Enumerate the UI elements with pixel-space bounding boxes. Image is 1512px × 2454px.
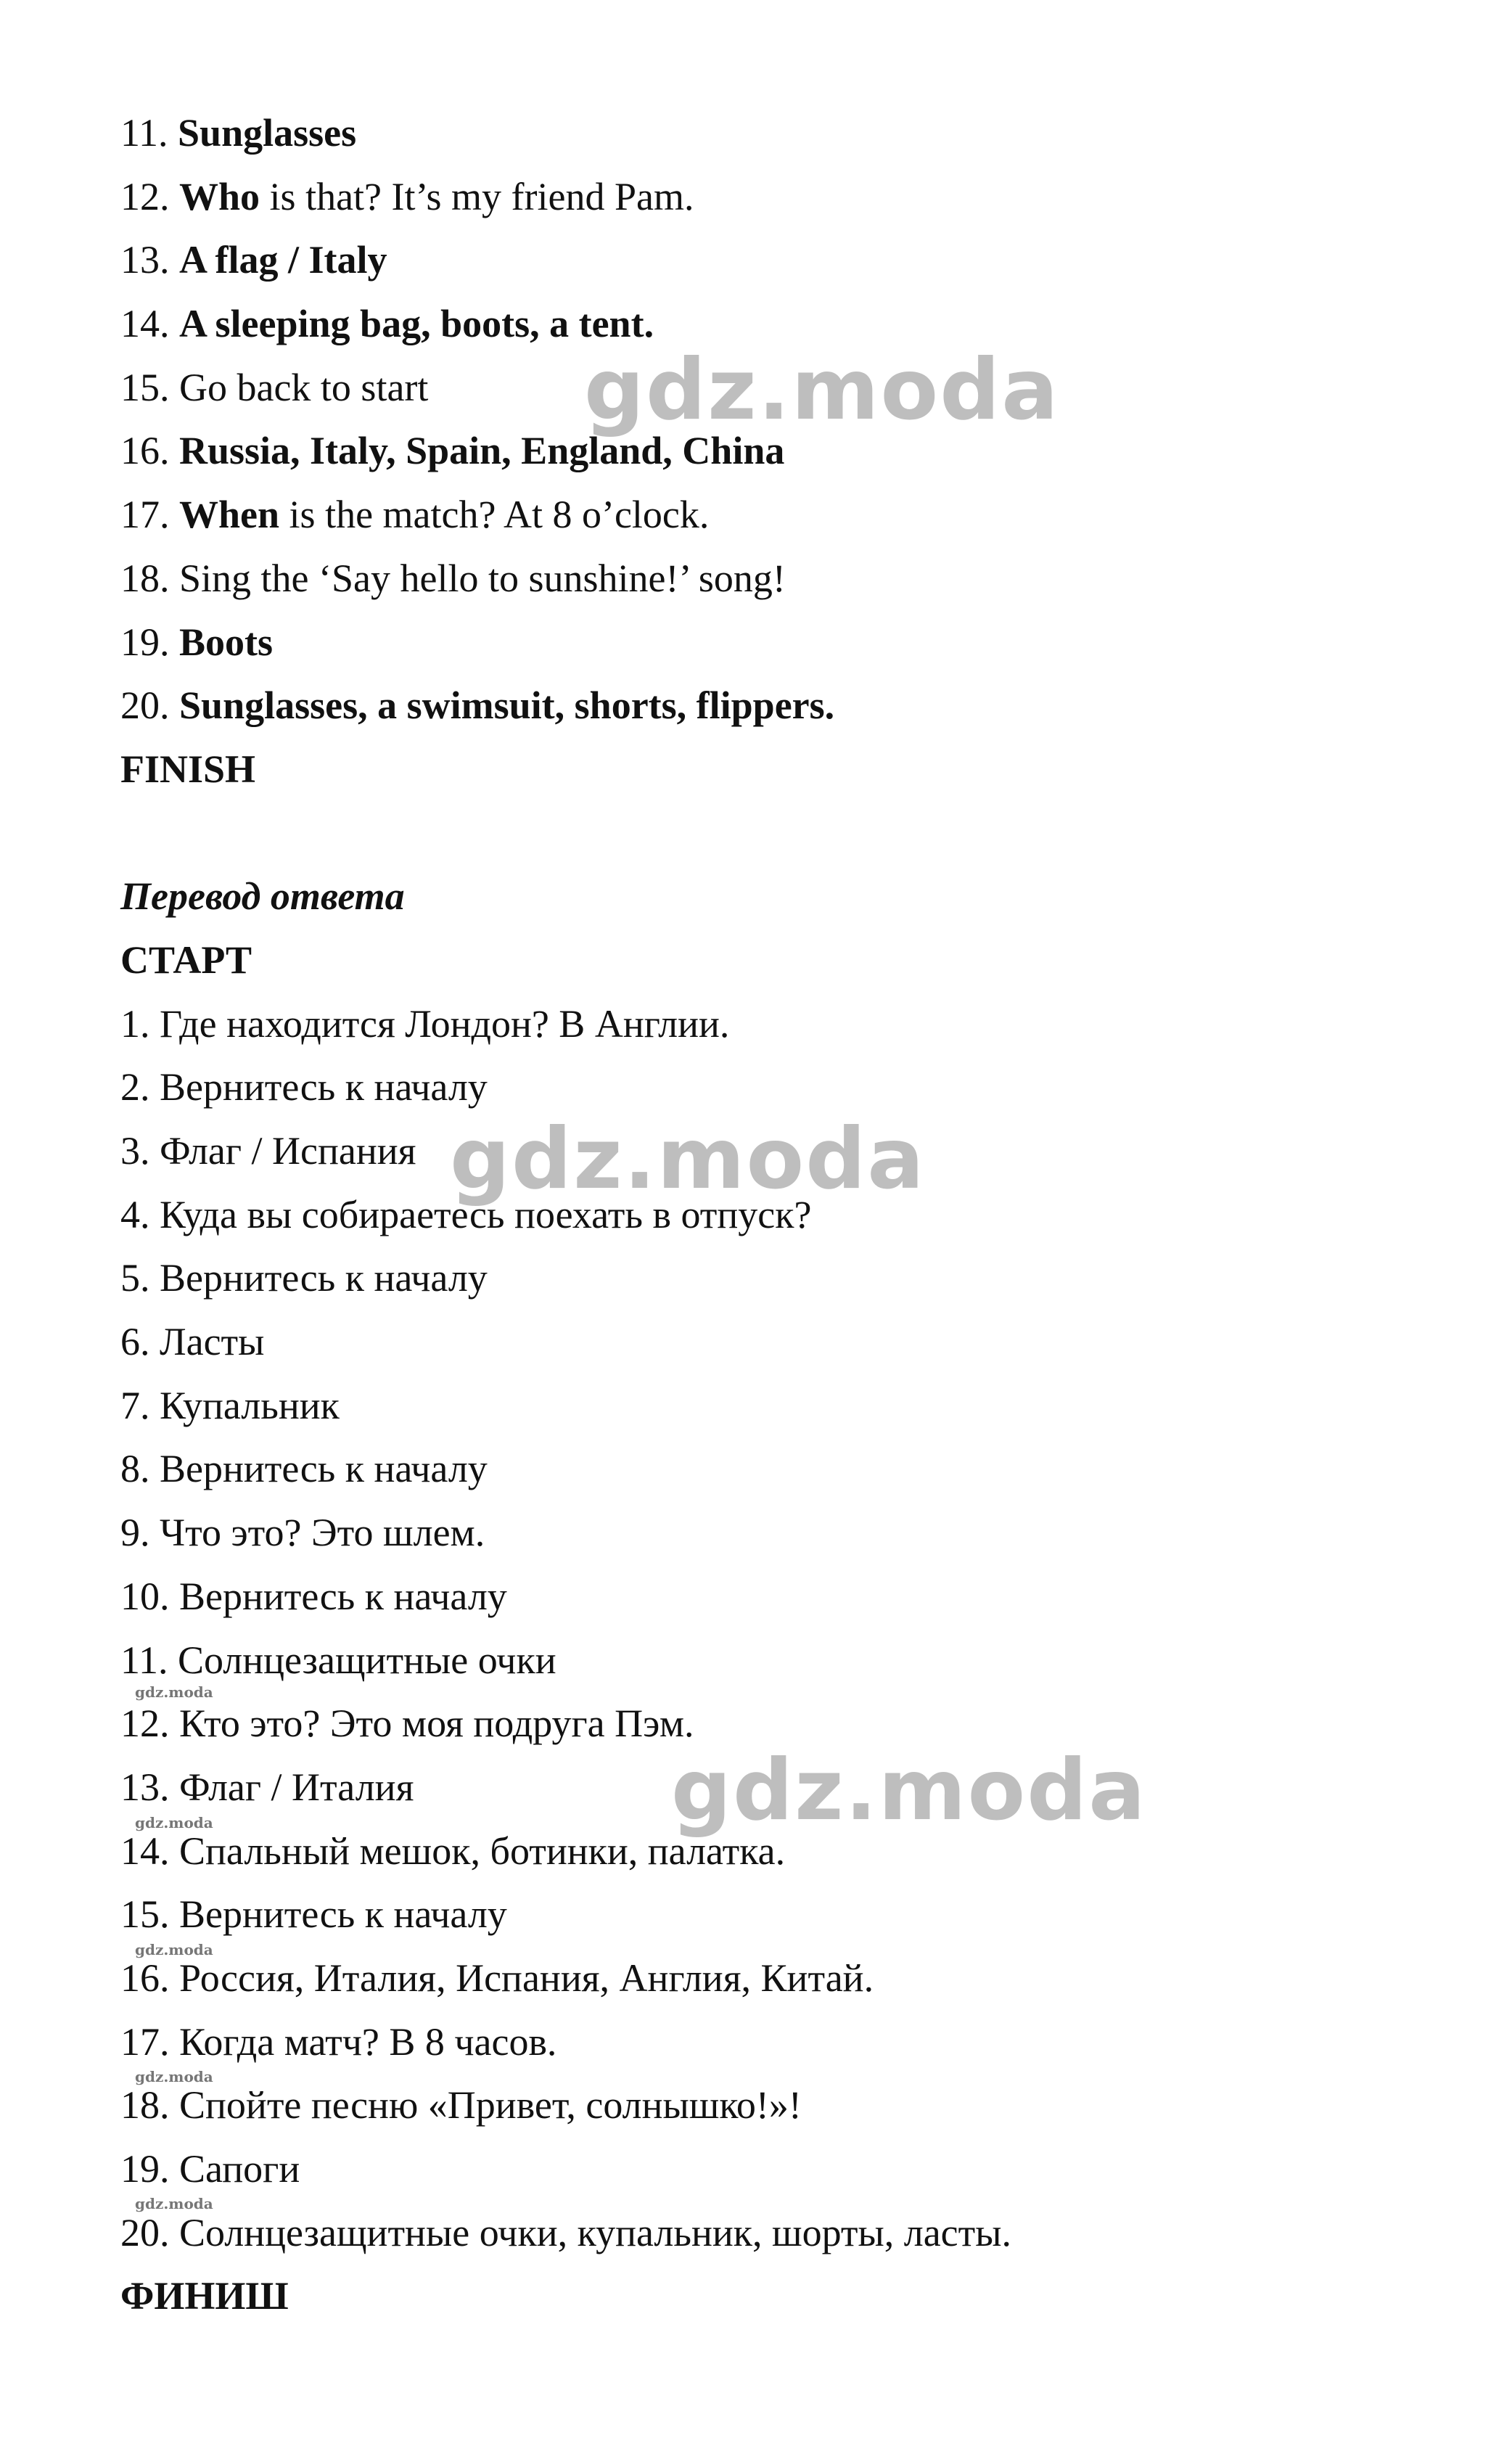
- translation-line-1: 1. Где находится Лондон? В Англии.: [120, 1001, 730, 1046]
- watermark-small-3: gdz.moda: [135, 1941, 213, 1958]
- answer-line-12: 12. Who is that? It’s my friend Pam.: [120, 174, 694, 218]
- answer-line-15: 15. Go back to start: [120, 365, 429, 409]
- translation-heading: Перевод ответа: [120, 874, 405, 919]
- translation-line-18: 18. Спойте песню «Привет, солнышко!»!: [120, 2083, 802, 2127]
- watermark-small-1: gdz.moda: [135, 1683, 213, 1701]
- watermark-small-5: gdz.moda: [135, 2195, 213, 2212]
- start-label: СТАРТ: [120, 937, 252, 982]
- translation-line-20: 20. Солнцезащитные очки, купальник, шорты, ласты.: [120, 2210, 1012, 2254]
- translation-line-16: 16. Россия, Италия, Испания, Англия, Китай.: [120, 1956, 874, 2000]
- answer-line-11: 11. Sunglasses: [120, 111, 357, 155]
- translation-line-17: 17. Когда матч? В 8 часов.: [120, 2019, 557, 2064]
- translation-line-13: 13. Флаг / Италия: [120, 1765, 414, 1809]
- translation-line-14: 14. Спальный мешок, ботинки, палатка.: [120, 1829, 786, 1873]
- translation-line-5: 5. Вернитесь к началу: [120, 1256, 488, 1300]
- translation-line-6: 6. Ласты: [120, 1320, 265, 1364]
- watermark-small-2: gdz.moda: [135, 1814, 213, 1831]
- answer-line-17: 17. When is the match? At 8 o’clock.: [120, 493, 710, 537]
- translation-line-4: 4. Куда вы собираетесь поехать в отпуск?: [120, 1192, 812, 1236]
- watermark-3: gdz.moda: [671, 1741, 1147, 1839]
- answer-line-18: 18. Sing the ‘Say hello to sunshine!’ song!: [120, 556, 786, 600]
- answer-line-20: 20. Sunglasses, a swimsuit, shorts, flippers.: [120, 684, 835, 728]
- translation-line-15: 15. Вернитесь к началу: [120, 1892, 507, 1937]
- finish-label-ru: ФИНИШ: [120, 2274, 289, 2318]
- section-spacer: [120, 802, 1426, 866]
- translation-line-8: 8. Вернитесь к началу: [120, 1447, 488, 1491]
- translation-line-11: 11. Солнцезащитные очки: [120, 1638, 556, 1682]
- watermark-1: gdz.moda: [584, 341, 1060, 439]
- translation-line-19: 19. Сапоги: [120, 2147, 300, 2191]
- finish-label: FINISH: [120, 747, 256, 791]
- watermark-2: gdz.moda: [450, 1110, 926, 1208]
- translation-line-3: 3. Флаг / Испания: [120, 1129, 416, 1173]
- translation-line-7: 7. Купальник: [120, 1383, 340, 1427]
- translation-line-12: 12. Кто это? Это моя подруга Пэм.: [120, 1702, 694, 1746]
- answer-line-13: 13. A flag / Italy: [120, 238, 387, 282]
- answer-line-16: 16. Russia, Italy, Spain, England, China: [120, 429, 785, 473]
- translation-line-9: 9. Что это? Это шлем.: [120, 1511, 485, 1555]
- answer-line-19: 19. Boots: [120, 620, 274, 664]
- answer-line-14: 14. A sleeping bag, boots, a tent.: [120, 302, 654, 346]
- watermark-small-4: gdz.moda: [135, 2068, 213, 2085]
- translation-line-2: 2. Вернитесь к началу: [120, 1065, 488, 1109]
- translation-line-10: 10. Вернитесь к началу: [120, 1574, 507, 1618]
